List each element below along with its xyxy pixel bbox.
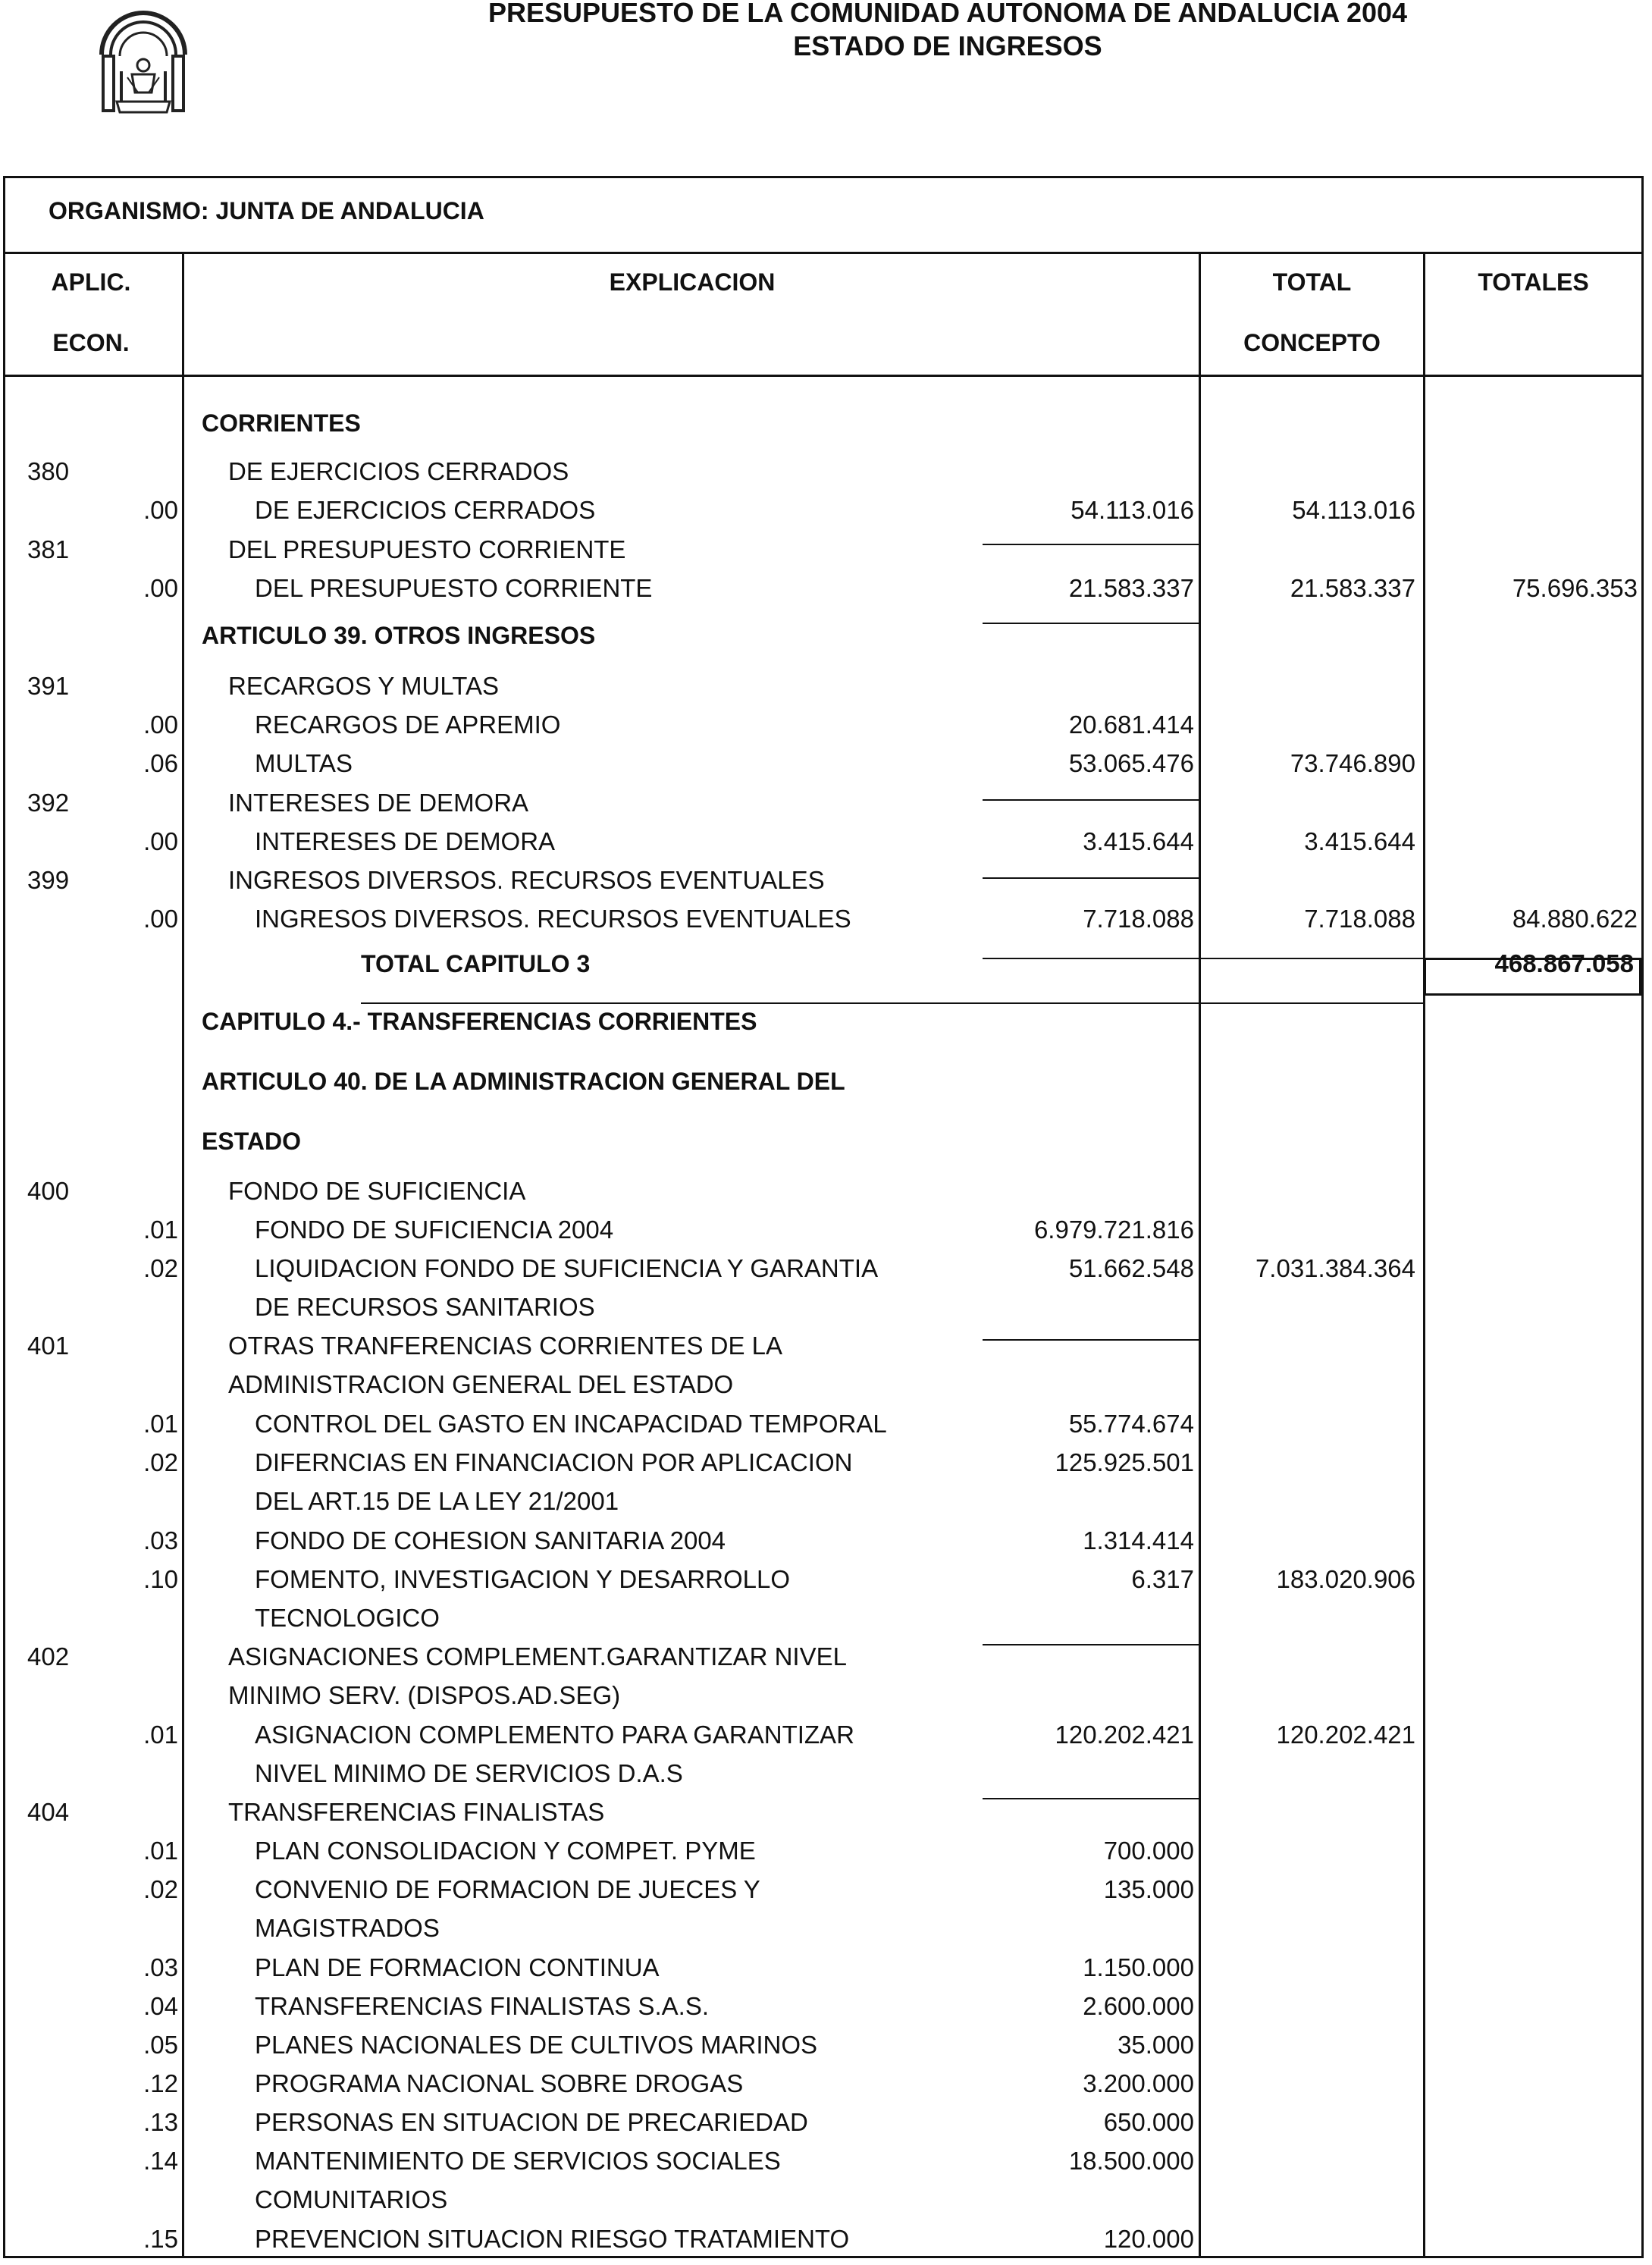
subconcept-amount: 125.925.501 [1055, 1448, 1194, 1476]
subconcept-amount: 53.065.476 [1068, 749, 1194, 777]
subconcept-amount: 6.317 [1131, 1565, 1194, 1593]
explicacion-text: ADMINISTRACION GENERAL DEL ESTADO [228, 1370, 734, 1398]
concepto-total: 21.583.337 [1290, 574, 1415, 602]
subconcept-amount: 120.202.421 [1055, 1721, 1194, 1749]
aplic-subcode: .02 [143, 1254, 178, 1282]
section-heading: ESTADO [202, 1128, 301, 1155]
aplic-subcode: .01 [143, 1216, 178, 1244]
explicacion-text: ASIGNACIONES COMPLEMENT.GARANTIZAR NIVEL [228, 1642, 847, 1671]
aplic-code: 399 [27, 866, 70, 894]
explicacion-text: PLAN CONSOLIDACION Y COMPET. PYME [255, 1837, 756, 1865]
aplic-code: 391 [27, 672, 70, 700]
aplic-subcode: .14 [143, 2147, 178, 2175]
aplic-code: 400 [27, 1177, 70, 1205]
concepto-total: 7.031.384.364 [1255, 1254, 1415, 1282]
concepto-total: 54.113.016 [1292, 496, 1415, 524]
subconcept-amount: 51.662.548 [1068, 1254, 1194, 1282]
explicacion-text: FONDO DE SUFICIENCIA 2004 [255, 1216, 614, 1244]
explicacion-text: OTRAS TRANFERENCIAS CORRIENTES DE LA [228, 1332, 783, 1360]
concepto-total: 183.020.906 [1276, 1565, 1415, 1593]
explicacion-text: DEL PRESUPUESTO CORRIENTE [255, 574, 653, 602]
col-header-aplic: APLIC. [51, 268, 131, 296]
document-title: PRESUPUESTO DE LA COMUNIDAD AUTONOMA DE ANDALUCIA 2004 [487, 0, 1408, 28]
aplic-subcode: .13 [143, 2108, 178, 2136]
header-divider [3, 375, 1644, 377]
explicacion-text: PREVENCION SITUACION RIESGO TRATAMIENTO [255, 2225, 850, 2253]
aplic-subcode: .00 [143, 827, 178, 855]
subconcept-amount: 650.000 [1103, 2108, 1194, 2136]
explicacion-text: INTERESES DE DEMORA [228, 789, 529, 817]
aplic-subcode: .00 [143, 711, 178, 739]
aplic-subcode: .01 [143, 1410, 178, 1438]
explicacion-text: PLAN DE FORMACION CONTINUA [255, 1953, 660, 1981]
subconcept-amount: 55.774.674 [1068, 1410, 1194, 1438]
subconcept-amount: 135.000 [1103, 1875, 1194, 1903]
explicacion-text: PLANES NACIONALES DE CULTIVOS MARINOS [255, 2031, 818, 2059]
explicacion-text: MAGISTRADOS [255, 1914, 440, 1942]
explicacion-text: TECNOLOGICO [255, 1604, 440, 1632]
subconcept-amount: 120.000 [1103, 2225, 1194, 2253]
aplic-subcode: .00 [143, 905, 178, 933]
junta-de-andalucia-crest-icon [94, 2, 193, 117]
subconcept-amount: 21.583.337 [1068, 574, 1194, 602]
explicacion-text: DE EJERCICIOS CERRADOS [228, 457, 569, 485]
aplic-subcode: .12 [143, 2069, 178, 2097]
col-header-total: TOTAL [1272, 268, 1352, 296]
explicacion-text: MANTENIMIENTO DE SERVICIOS SOCIALES [255, 2147, 781, 2175]
aplic-subcode: .00 [143, 496, 178, 524]
explicacion-text: MINIMO SERV. (DISPOS.AD.SEG) [228, 1681, 621, 1709]
explicacion-text: PROGRAMA NACIONAL SOBRE DROGAS [255, 2069, 744, 2097]
aplic-code: 392 [27, 789, 70, 817]
explicacion-text: DEL ART.15 DE LA LEY 21/2001 [255, 1487, 619, 1515]
section-heading: ARTICULO 40. DE LA ADMINISTRACION GENERAL DEL [202, 1068, 845, 1095]
col-header-concepto: CONCEPTO [1243, 329, 1381, 356]
explicacion-text: RECARGOS Y MULTAS [228, 672, 499, 700]
chapter-total-label: TOTAL CAPITULO 3 [361, 950, 591, 977]
col-header-econ: ECON. [52, 329, 130, 356]
aplic-code: 401 [27, 1332, 70, 1360]
explicacion-text: INGRESOS DIVERSOS. RECURSOS EVENTUALES [255, 905, 851, 933]
explicacion-text: RECARGOS DE APREMIO [255, 711, 561, 739]
explicacion-text: CONVENIO DE FORMACION DE JUECES Y [255, 1875, 760, 1903]
explicacion-text: CONTROL DEL GASTO EN INCAPACIDAD TEMPORAL [255, 1410, 887, 1438]
explicacion-text: INGRESOS DIVERSOS. RECURSOS EVENTUALES [228, 866, 825, 894]
explicacion-text: FONDO DE SUFICIENCIA [228, 1177, 526, 1205]
col-divider-code [182, 253, 184, 2258]
aplic-subcode: .01 [143, 1721, 178, 1749]
col-header-totales: TOTALES [1478, 268, 1589, 296]
aplic-subcode: .04 [143, 1992, 178, 2020]
organismo-divider [3, 252, 1644, 254]
subtotal-underline [983, 1644, 1199, 1645]
aplic-subcode: .02 [143, 1875, 178, 1903]
aplic-code: 404 [27, 1798, 70, 1826]
subconcept-amount: 2.600.000 [1083, 1992, 1194, 2020]
subconcept-amount: 1.150.000 [1083, 1953, 1194, 1981]
table-frame [3, 176, 1644, 2258]
explicacion-text: LIQUIDACION FONDO DE SUFICIENCIA Y GARANTIA [255, 1254, 879, 1282]
aplic-subcode: .01 [143, 1837, 178, 1865]
explicacion-text: DE RECURSOS SANITARIOS [255, 1293, 595, 1321]
document-subtitle: ESTADO DE INGRESOS [793, 30, 1102, 61]
chapter-total-rule [1199, 958, 1424, 959]
subtotal-underline [983, 544, 1199, 545]
explicacion-text: MULTAS [255, 749, 353, 777]
aplic-code: 402 [27, 1642, 70, 1671]
subconcept-amount: 18.500.000 [1068, 2147, 1194, 2175]
aplic-code: 381 [27, 535, 70, 563]
col-header-explicacion: EXPLICACION [609, 268, 776, 296]
section-heading: CAPITULO 4.- TRANSFERENCIAS CORRIENTES [202, 1008, 757, 1035]
aplic-code: 380 [27, 457, 70, 485]
aplic-subcode: .15 [143, 2225, 178, 2253]
explicacion-text: DE EJERCICIOS CERRADOS [255, 496, 596, 524]
organismo-label: ORGANISMO: JUNTA DE ANDALUCIA [49, 197, 484, 224]
subconcept-amount: 35.000 [1118, 2031, 1194, 2059]
explicacion-text: TRANSFERENCIAS FINALISTAS [228, 1798, 605, 1826]
explicacion-text: FOMENTO, INVESTIGACION Y DESARROLLO [255, 1565, 790, 1593]
subconcept-amount: 700.000 [1103, 1837, 1194, 1865]
aplic-subcode: .10 [143, 1565, 178, 1593]
concepto-total: 120.202.421 [1276, 1721, 1415, 1749]
explicacion-text: NIVEL MINIMO DE SERVICIOS D.A.S [255, 1759, 683, 1787]
aplic-subcode: .03 [143, 1526, 178, 1554]
totales-amount: 75.696.353 [1512, 574, 1638, 602]
subtotal-underline [983, 799, 1199, 801]
section-heading: ARTICULO 39. OTROS INGRESOS [202, 622, 596, 649]
subconcept-amount: 3.415.644 [1083, 827, 1194, 855]
explicacion-text: DIFERNCIAS EN FINANCIACION POR APLICACION [255, 1448, 853, 1476]
aplic-subcode: .03 [143, 1953, 178, 1981]
concepto-total: 7.718.088 [1304, 905, 1415, 933]
concepto-total: 3.415.644 [1304, 827, 1415, 855]
explicacion-text: PERSONAS EN SITUACION DE PRECARIEDAD [255, 2108, 808, 2136]
subtotal-underline [983, 877, 1199, 879]
subconcept-amount: 6.979.721.816 [1033, 1216, 1194, 1244]
aplic-subcode: .02 [143, 1448, 178, 1476]
chapter-total-bottom-rule [361, 1002, 1424, 1004]
chapter-total-amount: 468.867.058 [1494, 949, 1634, 977]
aplic-subcode: .00 [143, 574, 178, 602]
explicacion-text: DEL PRESUPUESTO CORRIENTE [228, 535, 626, 563]
explicacion-text: INTERESES DE DEMORA [255, 827, 556, 855]
section-heading: CORRIENTES [202, 409, 361, 437]
subconcept-amount: 54.113.016 [1071, 496, 1194, 524]
subtotal-underline [983, 1798, 1199, 1799]
subconcept-amount: 20.681.414 [1068, 711, 1194, 739]
explicacion-text: COMUNITARIOS [255, 2185, 448, 2213]
totales-amount: 84.880.622 [1512, 905, 1638, 933]
concepto-total: 73.746.890 [1290, 749, 1415, 777]
subtotal-underline [983, 1339, 1199, 1341]
aplic-subcode: .05 [143, 2031, 178, 2059]
explicacion-text: TRANSFERENCIAS FINALISTAS S.A.S. [255, 1992, 710, 2020]
subtotal-underline [983, 623, 1199, 624]
subconcept-amount: 7.718.088 [1083, 905, 1194, 933]
subconcept-amount: 1.314.414 [1083, 1526, 1194, 1554]
explicacion-text: FONDO DE COHESION SANITARIA 2004 [255, 1526, 726, 1554]
aplic-subcode: .06 [143, 749, 178, 777]
explicacion-text: ASIGNACION COMPLEMENTO PARA GARANTIZAR [255, 1721, 854, 1749]
subconcept-amount: 3.200.000 [1083, 2069, 1194, 2097]
subtotal-underline [983, 958, 1199, 959]
col-divider-totales [1423, 253, 1425, 2258]
